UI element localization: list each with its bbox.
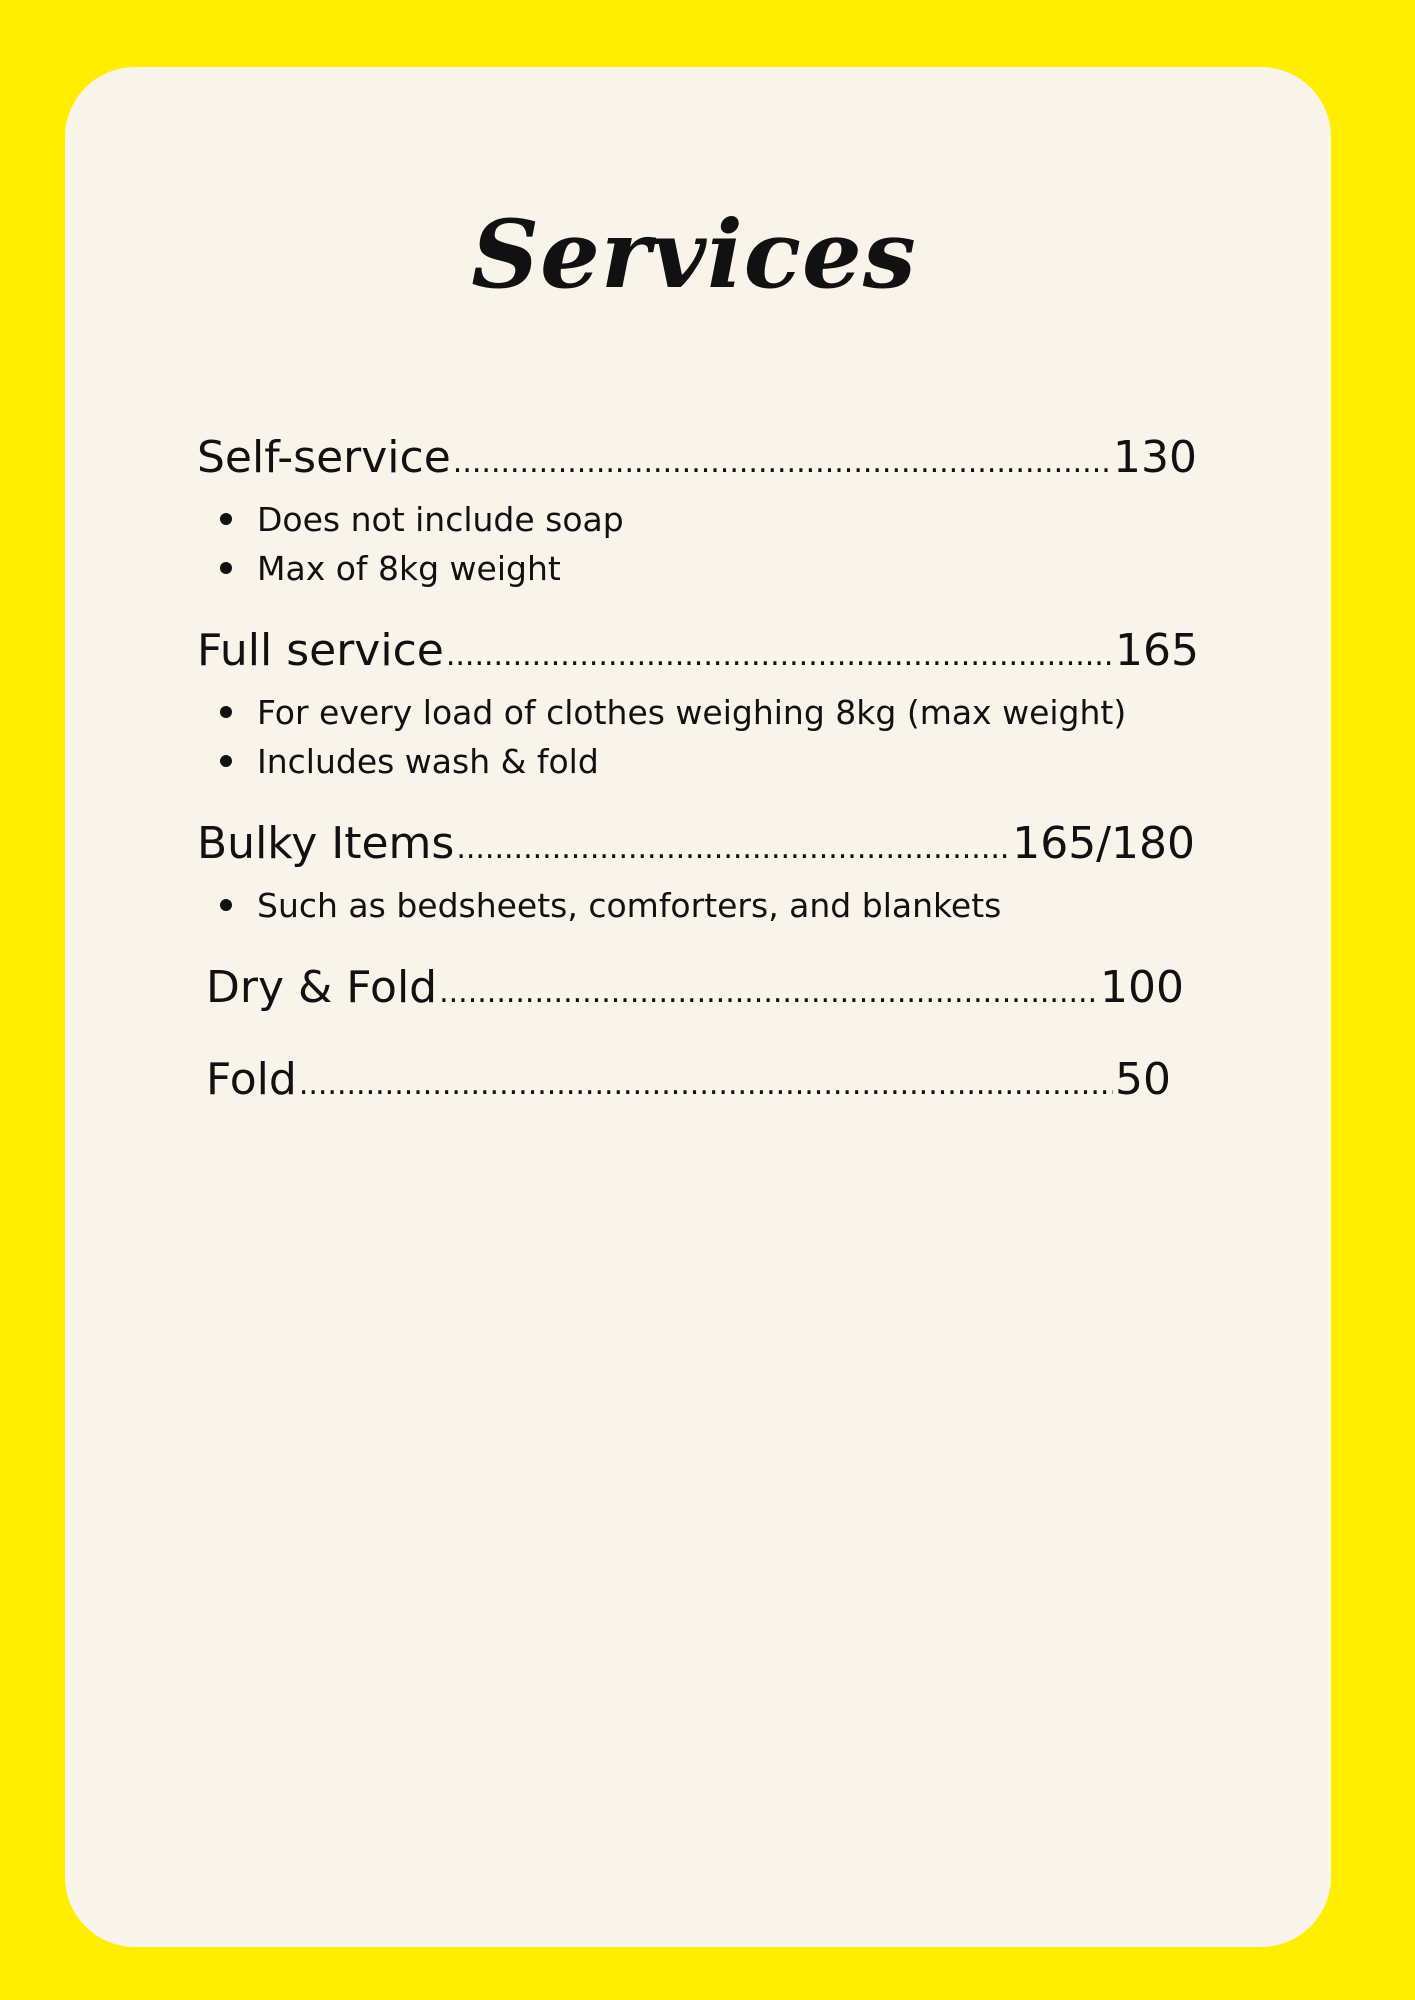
service-price: 100 <box>1100 962 1184 1013</box>
service-note <box>197 737 1199 786</box>
service-note <box>197 495 1197 544</box>
service-row <box>206 960 1184 1021</box>
service-row <box>197 430 1197 491</box>
service-price: 130 <box>1113 432 1197 483</box>
service-price: 50 <box>1115 1054 1171 1105</box>
dot-leader <box>453 435 1111 491</box>
bullet-icon <box>220 513 232 525</box>
service-note <box>197 544 1197 593</box>
service-self-service <box>197 430 1197 593</box>
service-note-text: Includes wash & fold <box>257 742 599 781</box>
service-name: Fold <box>206 1054 297 1105</box>
service-name: Bulky Items <box>197 818 455 869</box>
service-notes <box>197 495 1197 593</box>
dot-leader <box>446 628 1113 684</box>
dot-leader <box>299 1057 1113 1113</box>
bullet-icon <box>220 899 232 911</box>
service-fold <box>206 1052 1171 1113</box>
service-bulky-items <box>197 816 1195 930</box>
service-note-text: For every load of clothes weighing 8kg (max weight) <box>257 693 1127 732</box>
service-price: 165 <box>1115 625 1199 676</box>
service-price: 165/180 <box>1012 818 1195 869</box>
service-notes <box>197 881 1195 930</box>
page-title: Services <box>471 200 917 310</box>
service-note <box>197 688 1199 737</box>
service-note-text: Max of 8kg weight <box>257 549 561 588</box>
service-name: Dry & Fold <box>206 962 438 1013</box>
service-full-service <box>197 623 1199 786</box>
service-row <box>197 623 1199 684</box>
service-dry-fold <box>206 960 1184 1021</box>
service-row <box>197 816 1195 877</box>
service-row <box>206 1052 1171 1113</box>
dot-leader <box>439 965 1098 1021</box>
service-note <box>197 881 1195 930</box>
service-name: Full service <box>197 625 444 676</box>
bullet-icon <box>220 755 232 767</box>
service-note-text: Such as bedsheets, comforters, and blankets <box>257 886 1002 925</box>
service-note-text: Does not include soap <box>257 500 624 539</box>
dot-leader <box>456 821 1010 877</box>
service-name: Self-service <box>197 432 451 483</box>
bullet-icon <box>220 706 232 718</box>
service-notes <box>197 688 1199 786</box>
bullet-icon <box>220 562 232 574</box>
